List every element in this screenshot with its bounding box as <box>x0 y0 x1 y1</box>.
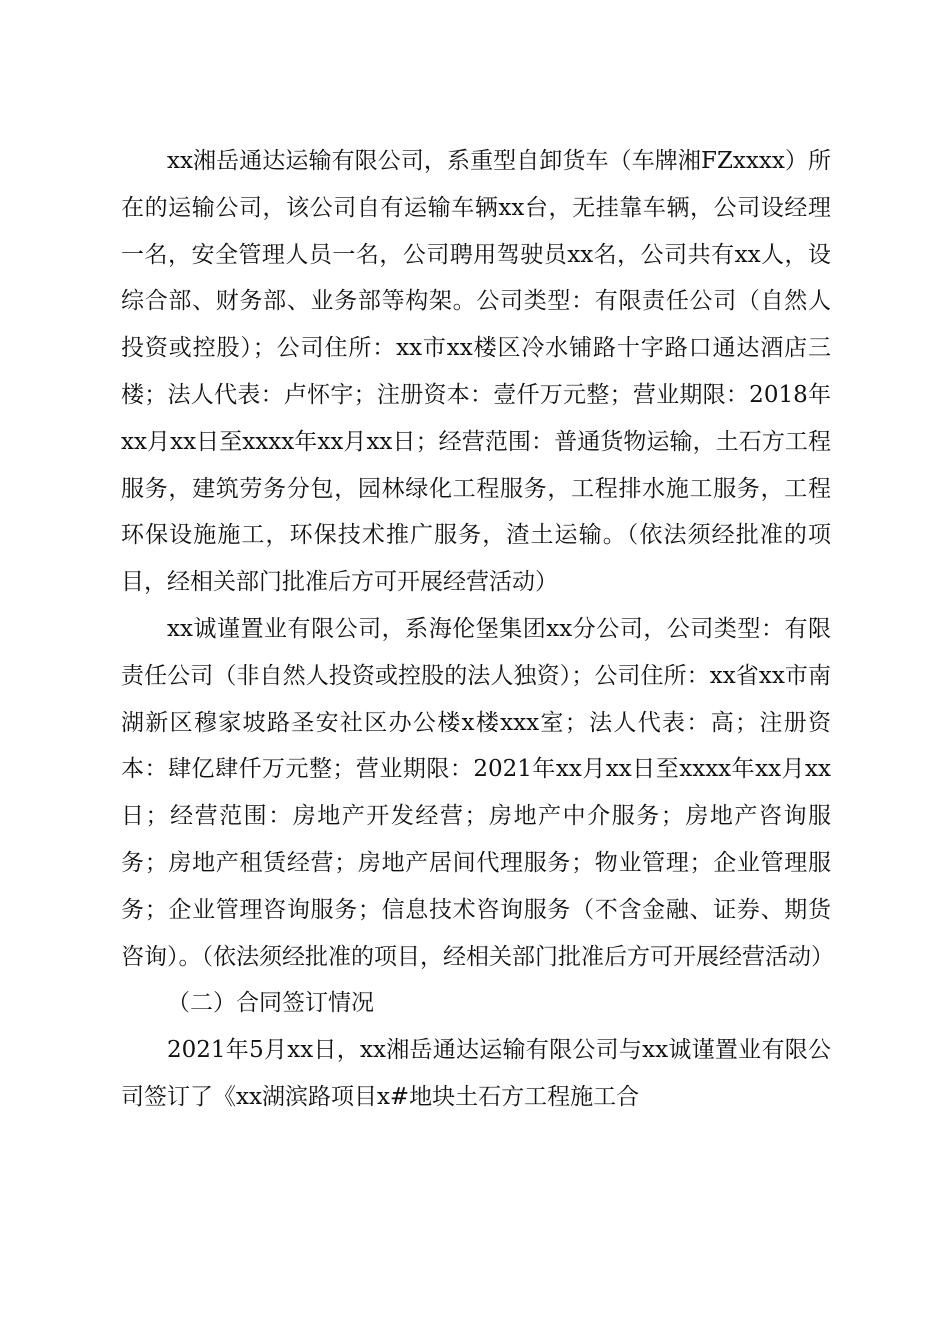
company-profile-paragraph-1: xx湘岳通达运输有限公司，系重型自卸货车（车牌湘FZxxxx）所在的运输公司，该公司自有运输车辆xx台，无挂靠车辆，公司设经理一名，安全管理人员一名，公司聘用驾驶员xx名，公司共有xx人，设综合部、财务部、业务部等构架。公司类型：有限责任公司（自然人投资或控股）；公司住所：xx市xx楼区冷水铺路十字路口通达酒店三楼；法人代表：卢怀宇；注册资本：壹仟万元整；营业期限：2018年xx月xx日至xxxx年xx月xx日；经营范围：普通货物运输，土石方工程服务，建筑劳务分包，园林绿化工程服务，工程排水施工服务，工程环保设施施工，环保技术推广服务，渣土运输。（依法须经批准的项目，经相关部门批准后方可开展经营活动） <box>121 148 831 596</box>
section-heading: （二）合同签订情况 <box>167 990 374 1017</box>
company-profile-paragraph-2: xx诚谨置业有限公司，系海伦堡集团xx分公司，公司类型：有限责任公司（非自然人投资或控股的法人独资）；公司住所：xx省xx市南湖新区穆家坡路圣安社区办公楼x楼xxx室；法人代表：高；注册资本：肆亿肆仟万元整；营业期限：2021年xx月xx日至xxxx年xx月xx日；经营范围：房地产开发经营；房地产中介服务；房地产咨询服务；房地产租赁经营；房地产居间代理服务；物业管理；企业管理服务；企业管理咨询服务；信息技术咨询服务（不含金融、证券、期货咨询）。（依法须经批准的项目，经相关部门批准后方可开展经营活动） <box>121 615 834 970</box>
document-body <box>121 138 834 1121</box>
contract-paragraph: 2021年5月xx日，xx湘岳通达运输有限公司与xx诚谨置业有限公司签订了《xx湖滨路项目x#地块土石方工程施工合 <box>121 1037 831 1110</box>
